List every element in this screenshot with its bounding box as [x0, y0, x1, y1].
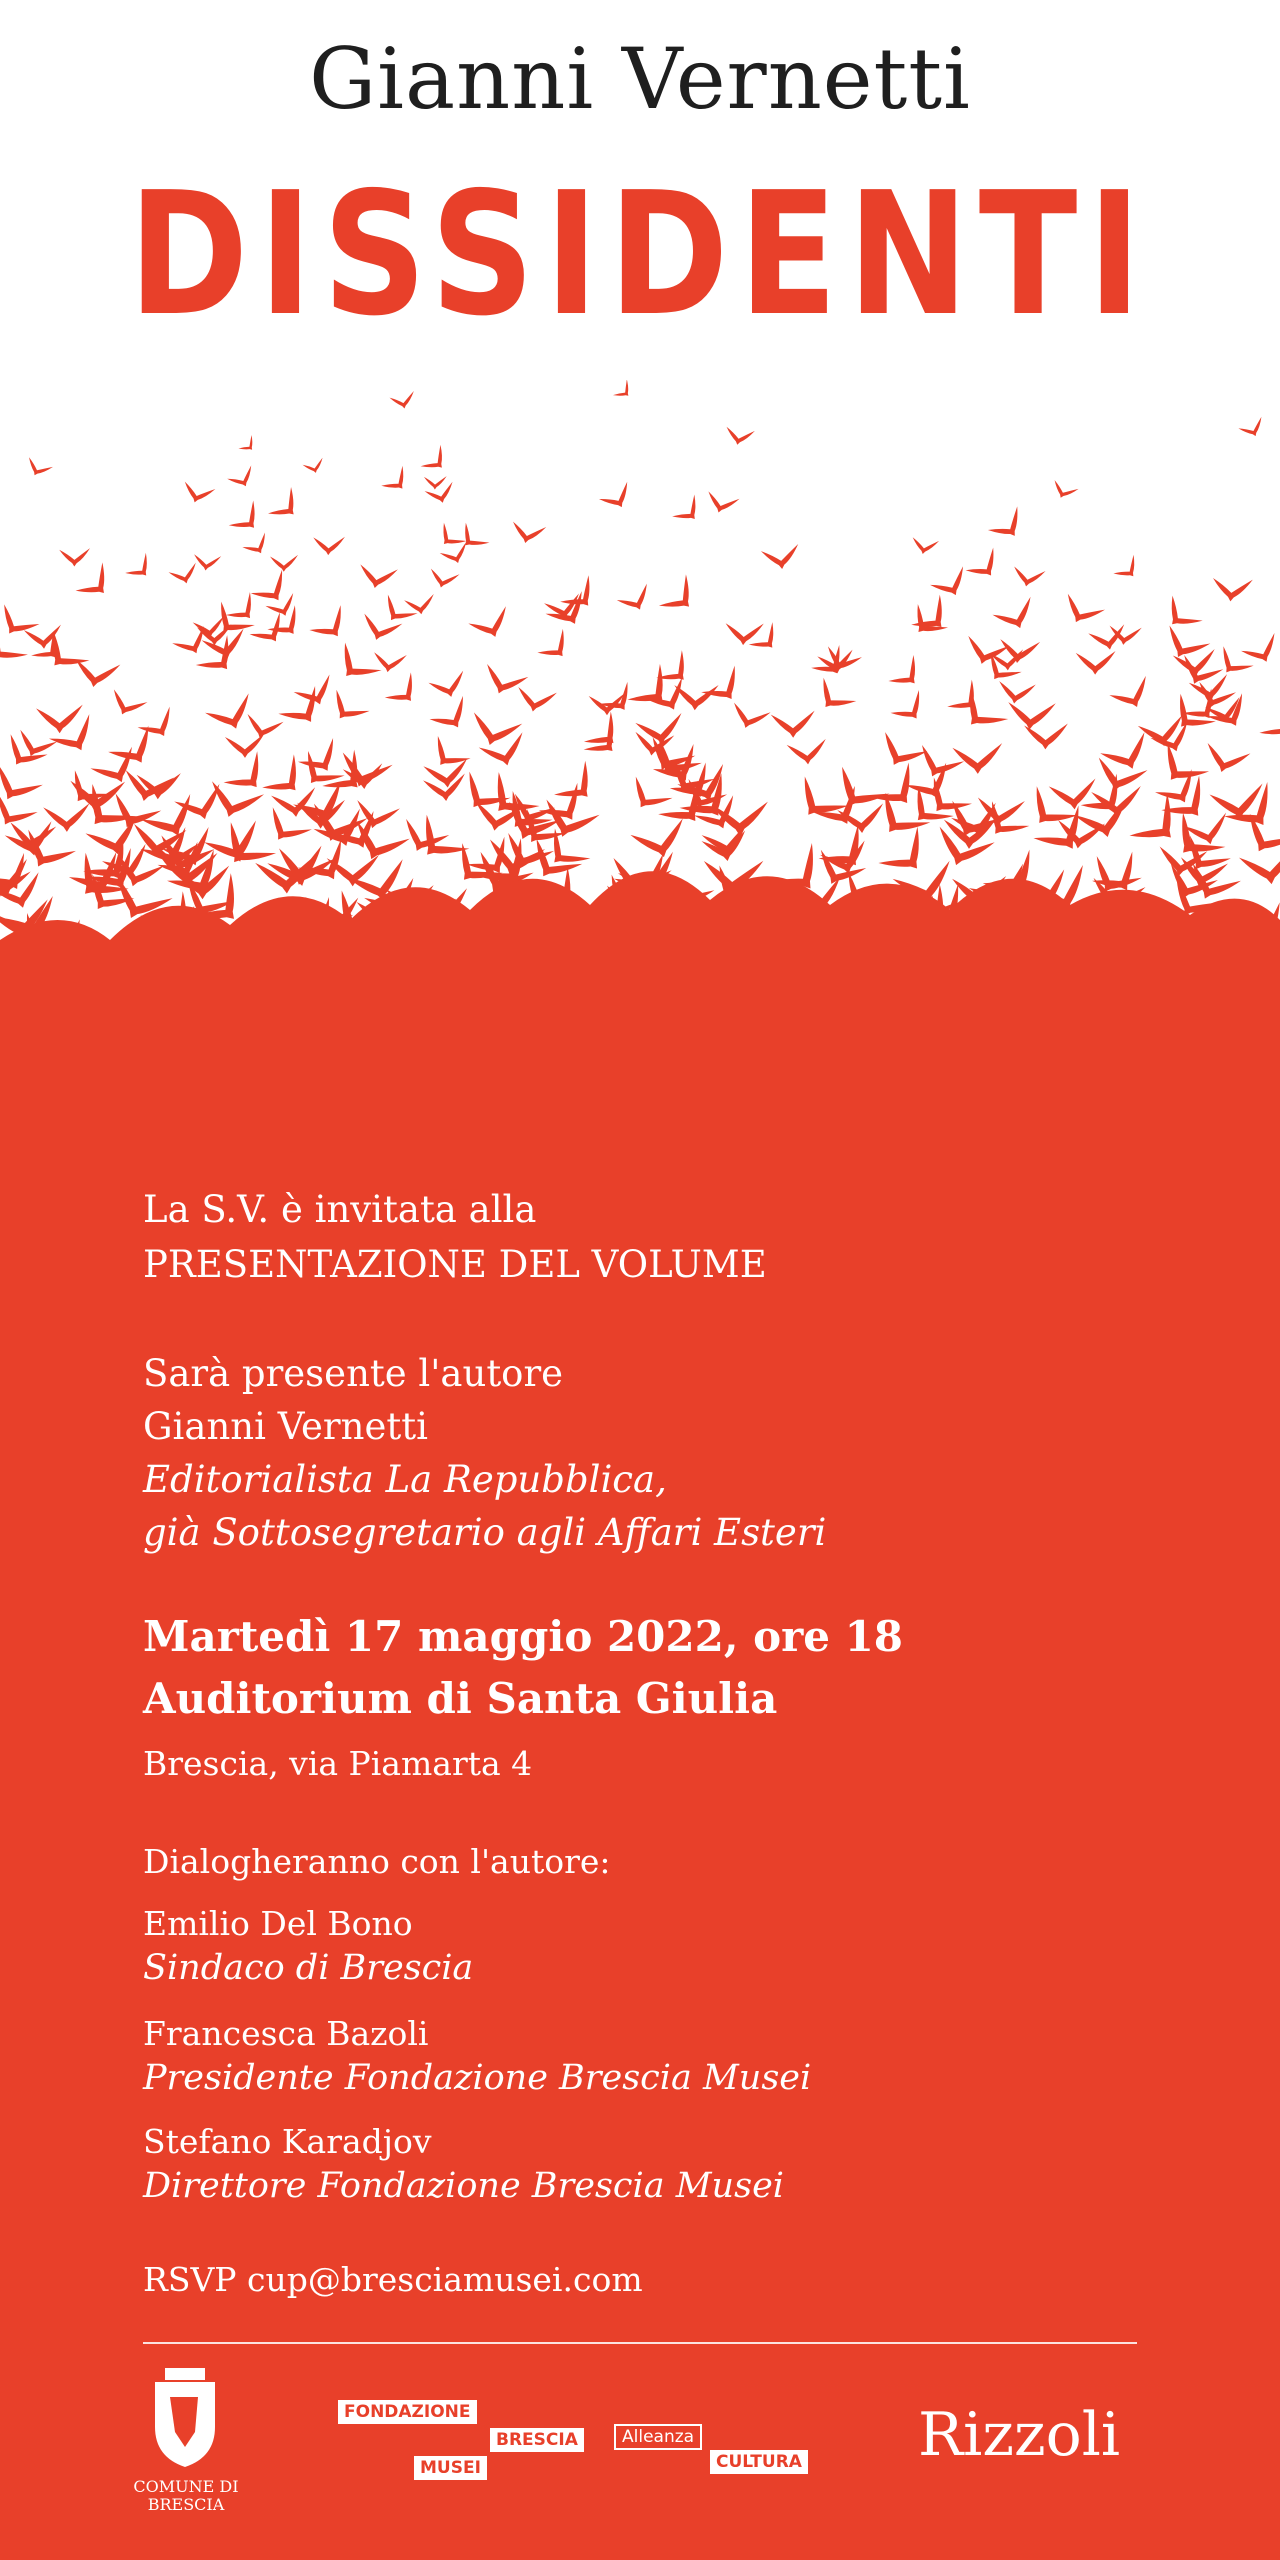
alleanza-logo-text: Alleanza	[614, 2424, 702, 2450]
bird-icon	[657, 574, 704, 621]
bird-icon	[224, 592, 263, 629]
bird-icon	[616, 584, 656, 617]
bird-icon	[887, 655, 929, 695]
bird-icon	[1240, 633, 1280, 669]
bird-icon	[329, 640, 382, 691]
bird-icon	[424, 475, 447, 490]
bird-icon	[703, 489, 739, 517]
bird-icon	[204, 693, 259, 736]
bird-icon	[723, 425, 755, 448]
bird-icon	[312, 535, 345, 556]
book-author: Gianni Vernetti	[309, 30, 971, 128]
fondazione-logo-text: BRESCIA	[490, 2428, 584, 2452]
bird-icon	[953, 687, 1008, 741]
bird-icon	[225, 734, 265, 759]
bird-icon	[192, 552, 221, 572]
bird-icon	[36, 705, 83, 734]
bird-icon	[43, 803, 90, 832]
bird-icon	[629, 818, 690, 863]
rsvp-email[interactable]: RSVP cup@bresciamusei.com	[143, 2260, 643, 2299]
bird-icon	[876, 827, 938, 886]
bird-icon	[1058, 591, 1105, 631]
bird-icon	[1137, 715, 1186, 750]
bird-icon	[509, 519, 546, 547]
dialog-intro: Dialogheranno con l'autore:	[143, 1842, 611, 1881]
birds-illustration	[0, 380, 1280, 1150]
bird-icon	[308, 605, 354, 647]
bird-icon	[991, 597, 1039, 636]
bird-icon	[1158, 594, 1203, 638]
bird-icon	[241, 532, 272, 559]
bird-icon	[427, 567, 460, 592]
invite-heading: PRESENTAZIONE DEL VOLUME	[143, 1243, 767, 1286]
speaker-name: Stefano Karadjov	[143, 2122, 432, 2161]
bird-icon	[625, 664, 680, 718]
bird-icon	[1127, 793, 1191, 857]
bird-icon	[168, 563, 200, 588]
fondazione-logo-text: MUSEI	[414, 2456, 487, 2480]
bird-icon	[0, 762, 43, 811]
bird-icon	[396, 816, 449, 860]
bird-icon	[419, 445, 452, 478]
bird-icon	[59, 548, 90, 567]
bird-icon	[1006, 699, 1056, 732]
bird-icon	[1075, 650, 1115, 675]
bird-icon	[0, 790, 38, 835]
bird-icon	[1200, 740, 1250, 779]
bird-icon	[873, 729, 927, 776]
bird-icon	[711, 801, 767, 836]
bird-icon	[105, 790, 162, 837]
cultura-logo-text: CULTURA	[710, 2450, 808, 2474]
bird-icon	[439, 542, 472, 567]
bird-icon	[454, 521, 489, 556]
bird-icon	[699, 666, 749, 711]
bird-icon	[810, 676, 856, 720]
bird-icon	[909, 595, 957, 642]
bird-icon	[0, 624, 28, 673]
author-role: già Sottosegretario agli Affari Esteri	[143, 1511, 827, 1554]
speaker-role: Sindaco di Brescia	[143, 1948, 474, 1988]
bird-icon	[302, 458, 326, 476]
bird-icon	[1049, 478, 1079, 503]
bird-icon	[986, 506, 1030, 546]
comune-crest-icon	[140, 2362, 230, 2472]
bird-icon	[945, 680, 987, 721]
author-role: Editorialista La Repubblica,	[143, 1458, 667, 1501]
speaker-name: Francesca Bazoli	[143, 2014, 429, 2053]
bird-icon	[910, 535, 939, 556]
bird-icon	[242, 712, 283, 744]
bird-icon	[889, 690, 931, 729]
event-address: Brescia, via Piamarta 4	[143, 1744, 533, 1783]
event-venue: Auditorium di Santa Giulia	[143, 1674, 778, 1723]
bird-icon	[180, 479, 216, 507]
bird-icon	[727, 700, 770, 734]
bird-icon	[536, 629, 576, 667]
bird-icon	[1054, 817, 1105, 852]
bird-icon	[1011, 564, 1046, 590]
bird-icon	[724, 621, 764, 647]
bird-icon	[404, 594, 436, 616]
bird-icon	[598, 482, 637, 515]
invite-line: La S.V. è invitata alla	[143, 1188, 537, 1231]
bird-icon	[1238, 846, 1280, 888]
bird-icon	[1211, 575, 1253, 603]
bird-icon	[106, 687, 148, 722]
comune-logo-text: COMUNE DI BRESCIA	[133, 2477, 239, 2514]
author-presence: Sarà presente l'autore	[143, 1352, 564, 1395]
bird-icon	[296, 738, 345, 781]
bird-icon	[826, 764, 889, 822]
bird-icon	[23, 456, 53, 481]
bird-icon	[351, 797, 400, 834]
bird-icon	[424, 482, 457, 507]
bird-icon	[479, 661, 529, 701]
bird-icon	[377, 593, 418, 631]
divider	[143, 2342, 1137, 2344]
bird-icon	[259, 805, 311, 852]
bird-icon	[428, 696, 475, 738]
bird-icon	[747, 622, 785, 658]
bird-icon	[226, 465, 258, 492]
bird-icon	[552, 761, 605, 813]
bird-icon	[786, 739, 827, 766]
bird-icon	[222, 751, 275, 801]
speaker-role: Direttore Fondazione Brescia Musei	[143, 2166, 784, 2206]
rizzoli-logo: Rizzoli	[918, 2400, 1121, 2470]
fondazione-logo-text: FONDAZIONE	[338, 2400, 477, 2424]
bird-icon	[380, 466, 414, 498]
bird-icon	[996, 679, 1036, 707]
bird-icon	[293, 675, 339, 712]
bird-icon	[227, 501, 267, 540]
bird-icon	[514, 684, 557, 715]
event-date: Martedì 17 maggio 2022, ore 18	[143, 1612, 904, 1661]
bird-icon	[270, 554, 298, 571]
bird-icon	[952, 743, 1002, 774]
bird-icon	[383, 672, 425, 712]
bird-icon	[612, 380, 636, 403]
bird-icon	[1108, 676, 1156, 715]
bird-icon	[1258, 706, 1280, 747]
bird-icon	[356, 562, 398, 592]
bird-icon	[1151, 741, 1209, 796]
bird-icon	[266, 487, 306, 527]
bird-icon	[389, 391, 417, 411]
bird-icon	[761, 544, 801, 571]
bird-icon	[929, 566, 973, 603]
bird-icon	[324, 688, 370, 730]
bird-icon	[623, 774, 672, 819]
bird-icon	[478, 732, 530, 771]
bird-icon	[238, 435, 260, 456]
bird-icon	[467, 606, 514, 644]
bird-icon	[74, 562, 119, 606]
bird-icon	[1192, 679, 1236, 714]
bird-icon	[771, 711, 815, 739]
author-name: Gianni Vernetti	[143, 1405, 428, 1448]
speaker-role: Presidente Fondazione Brescia Musei	[143, 2058, 812, 2098]
speaker-name: Emilio Del Bono	[143, 1904, 413, 1943]
bird-icon	[788, 774, 849, 831]
bird-icon	[671, 495, 707, 530]
bird-icon	[1238, 417, 1268, 441]
bird-icon	[1212, 644, 1254, 683]
book-title: DISSIDENTI	[128, 156, 1152, 354]
bird-icon	[964, 548, 1006, 586]
bird-icon	[124, 553, 157, 585]
bird-icon	[1112, 555, 1144, 585]
